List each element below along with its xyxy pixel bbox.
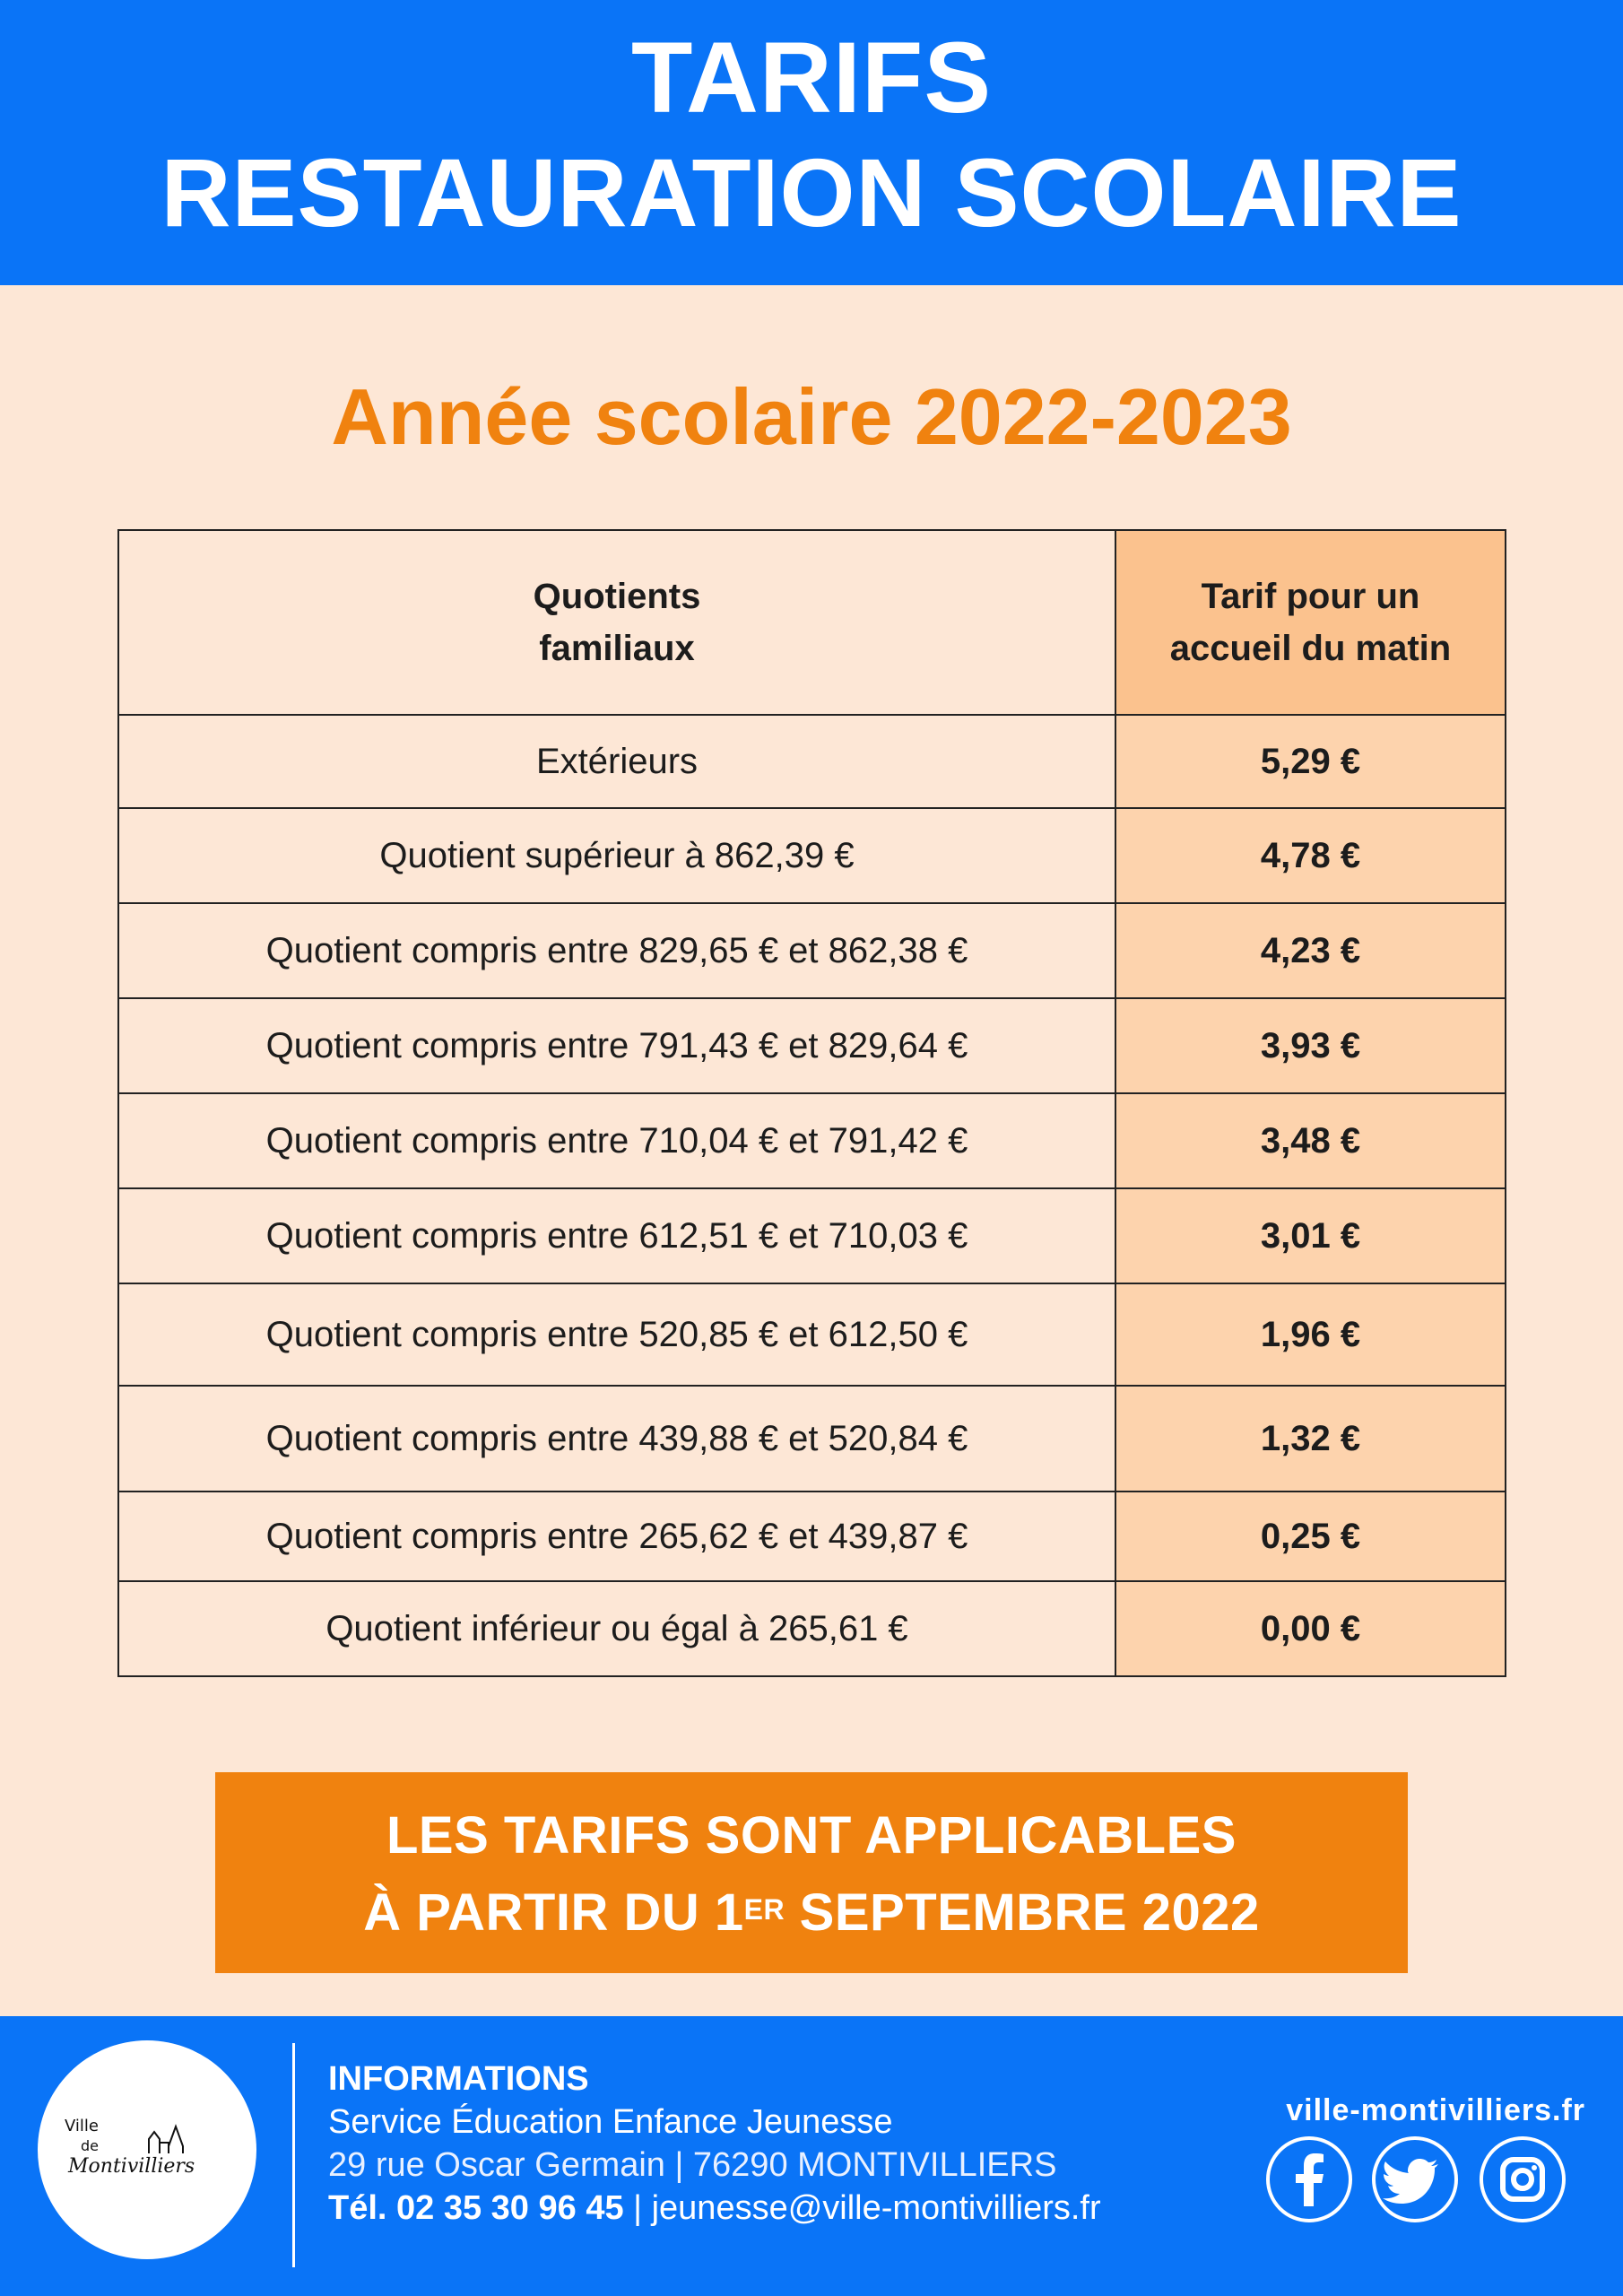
banner-line2-start: À PARTIR DU 1 <box>363 1883 744 1942</box>
table-row <box>118 998 1506 1093</box>
tariff-header-line2: accueil du matin <box>1169 629 1452 668</box>
twitter-icon[interactable] <box>1370 2135 1460 2224</box>
quotient-label: Quotient compris entre 829,65 € et 862,38 € <box>118 903 1115 998</box>
tariff-price: 3,48 € <box>1115 1093 1506 1188</box>
tariff-column-header <box>1115 530 1506 715</box>
quotient-label: Quotient compris entre 710,04 € et 791,42 € <box>118 1093 1115 1188</box>
table-row <box>118 1188 1506 1283</box>
tariff-price: 4,78 € <box>1115 808 1506 903</box>
table-row <box>118 903 1506 998</box>
quotient-label: Quotient inférieur ou égal à 265,61 € <box>118 1581 1115 1676</box>
quotient-label: Quotient compris entre 612,51 € et 710,03 € <box>118 1188 1115 1283</box>
quotient-label: Quotient compris entre 439,88 € et 520,84 € <box>118 1386 1115 1492</box>
table-row <box>118 1386 1506 1492</box>
tariff-table <box>117 529 1506 1677</box>
page-title-line1: TARIFS <box>630 22 993 134</box>
info-title: INFORMATIONS <box>328 2060 589 2098</box>
table-row <box>118 715 1506 808</box>
service-name: Service Éducation Enfance Jeunesse <box>328 2103 893 2141</box>
logo-ville-text: Ville <box>65 2117 99 2135</box>
quotient-header-line1: Quotients <box>533 577 701 616</box>
tariff-price: 1,96 € <box>1115 1283 1506 1386</box>
header-banner <box>0 0 1623 285</box>
tariff-price: 1,32 € <box>1115 1386 1506 1492</box>
ordinal-suffix: ER <box>743 1893 785 1926</box>
tariff-price: 5,29 € <box>1115 715 1506 808</box>
contact-info <box>328 2057 1101 2230</box>
tariff-price: 0,25 € <box>1115 1492 1506 1581</box>
quotient-label: Quotient supérieur à 862,39 € <box>118 808 1115 903</box>
page-title-line2: RESTAURATION SCOLAIRE <box>161 138 1462 247</box>
applicable-date-banner <box>215 1772 1408 1973</box>
website-link[interactable]: ville-montivilliers.fr <box>1286 2093 1585 2127</box>
table-row <box>118 1093 1506 1188</box>
tariff-header-line1: Tarif pour un <box>1201 577 1420 616</box>
quotient-label: Quotient compris entre 265,62 € et 439,87 € <box>118 1492 1115 1581</box>
banner-line2-end: SEPTEMBRE 2022 <box>785 1883 1260 1942</box>
tariff-price: 3,93 € <box>1115 998 1506 1093</box>
tariff-price: 4,23 € <box>1115 903 1506 998</box>
quotient-label: Extérieurs <box>118 715 1115 808</box>
quotient-header-line2: familiaux <box>539 629 695 668</box>
logo-name-text: Montivilliers <box>68 2155 195 2178</box>
table-row <box>118 808 1506 903</box>
table-header-row <box>118 530 1506 715</box>
banner-line2 <box>215 1882 1408 1944</box>
quotient-column-header <box>118 530 1115 715</box>
footer-divider <box>292 2043 295 2267</box>
phone-number: Tél. 02 35 30 96 45 <box>328 2189 624 2227</box>
banner-line1: LES TARIFS SONT APPLICABLES <box>386 1806 1237 1865</box>
postal-address: 29 rue Oscar Germain | 76290 MONTIVILLIERS <box>328 2146 1057 2184</box>
logo-de-text: de <box>81 2137 99 2154</box>
instagram-icon[interactable] <box>1478 2135 1567 2224</box>
tariff-price: 0,00 € <box>1115 1581 1506 1676</box>
table-row <box>118 1492 1506 1581</box>
table-row <box>118 1581 1506 1676</box>
quotient-label: Quotient compris entre 520,85 € et 612,50 € <box>118 1283 1115 1386</box>
email-link[interactable]: jeunesse@ville-montivilliers.fr <box>651 2189 1101 2227</box>
school-year-subtitle: Année scolaire 2022-2023 <box>331 372 1292 461</box>
church-icon <box>145 2119 190 2155</box>
tariff-price: 3,01 € <box>1115 1188 1506 1283</box>
phone-email-line <box>328 2187 1101 2230</box>
footer <box>0 2016 1623 2296</box>
separator: | <box>623 2189 652 2227</box>
quotient-label: Quotient compris entre 791,43 € et 829,64 € <box>118 998 1115 1093</box>
facebook-icon[interactable] <box>1264 2135 1354 2224</box>
montivilliers-logo <box>38 2040 256 2259</box>
table-row <box>118 1283 1506 1386</box>
